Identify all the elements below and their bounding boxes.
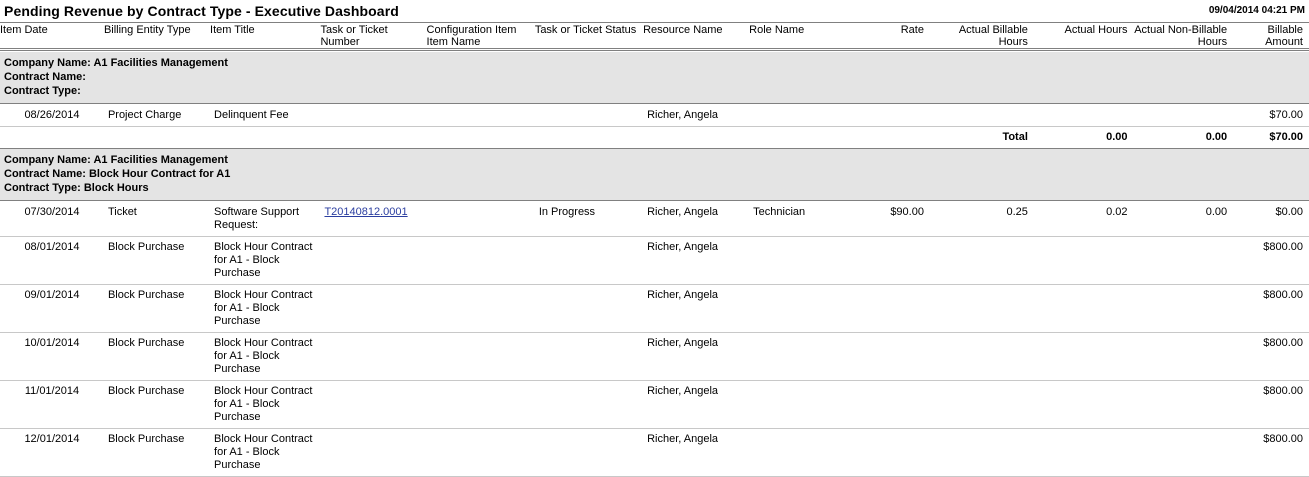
cell-resource-name: Richer, Angela bbox=[643, 381, 749, 429]
cell-billable-amount: $800.00 bbox=[1233, 285, 1309, 333]
cell-status bbox=[535, 105, 643, 127]
cell-actual-hours: 0.02 bbox=[1034, 202, 1134, 237]
cell-actual-non-billable-hours bbox=[1134, 285, 1234, 333]
col-resource-name: Resource Name bbox=[643, 24, 723, 36]
col-configuration-item-name: Configuration Item Item Name bbox=[426, 24, 517, 48]
table-row[interactable] bbox=[0, 105, 1309, 127]
cell-role-name bbox=[749, 429, 863, 477]
cell-actual-non-billable-hours bbox=[1134, 429, 1234, 477]
cell-status bbox=[535, 429, 643, 477]
cell-billable-amount: $800.00 bbox=[1233, 429, 1309, 477]
total-billable-amount: $70.00 bbox=[1233, 127, 1309, 149]
group-contract-type: Contract Type: bbox=[4, 85, 81, 97]
page-title: Pending Revenue by Contract Type - Executive Dashboard bbox=[4, 3, 399, 19]
cell-billable-amount: $70.00 bbox=[1233, 105, 1309, 127]
cell-resource-name: Richer, Angela bbox=[643, 333, 749, 381]
cell-resource-name: Richer, Angela bbox=[643, 105, 749, 127]
col-actual-non-billable-hours: Actual Non-Billable Hours bbox=[1134, 24, 1228, 48]
table-row[interactable] bbox=[0, 333, 1309, 381]
cell-item-title: Block Hour Contract for A1 - Block Purchase bbox=[210, 333, 320, 381]
cell-config-item bbox=[427, 237, 535, 285]
table-row[interactable] bbox=[0, 429, 1309, 477]
group-company-name: Company Name: A1 Facilities Management bbox=[4, 57, 228, 69]
cell-status bbox=[535, 237, 643, 285]
col-task-or-ticket-status: Task or Ticket Status bbox=[534, 24, 637, 36]
cell-actual-billable-hours bbox=[930, 333, 1034, 381]
cell-resource-name: Richer, Angela bbox=[643, 285, 749, 333]
group-contract-type: Contract Type: Block Hours bbox=[4, 182, 149, 194]
cell-rate bbox=[863, 381, 930, 429]
cell-actual-billable-hours bbox=[930, 429, 1034, 477]
table-row[interactable] bbox=[0, 285, 1309, 333]
cell-item-title: Block Hour Contract for A1 - Block Purchase bbox=[210, 429, 320, 477]
table-header bbox=[0, 23, 1309, 51]
col-item-title: Item Title bbox=[210, 24, 255, 36]
cell-item-date: 08/26/2014 bbox=[0, 105, 104, 127]
cell-task-number bbox=[320, 105, 426, 127]
cell-config-item bbox=[427, 333, 535, 381]
cell-status: In Progress bbox=[535, 202, 643, 237]
cell-role-name bbox=[749, 381, 863, 429]
col-task-or-ticket-number: Task or Ticket Number bbox=[320, 24, 388, 48]
cell-resource-name: Richer, Angela bbox=[643, 237, 749, 285]
cell-actual-non-billable-hours bbox=[1134, 381, 1234, 429]
cell-rate bbox=[863, 333, 930, 381]
cell-task-number bbox=[320, 381, 426, 429]
cell-rate bbox=[863, 237, 930, 285]
table-row[interactable] bbox=[0, 202, 1309, 237]
cell-status bbox=[535, 381, 643, 429]
cell-task-number bbox=[320, 237, 426, 285]
cell-actual-hours bbox=[1034, 105, 1134, 127]
report-timestamp: 09/04/2014 04:21 PM bbox=[1208, 5, 1305, 16]
cell-config-item bbox=[427, 105, 535, 127]
col-actual-hours: Actual Hours bbox=[1064, 24, 1128, 36]
group-company-name: Company Name: A1 Facilities Management bbox=[4, 154, 228, 166]
cell-item-title: Block Hour Contract for A1 - Block Purchase bbox=[210, 237, 320, 285]
task-number-link[interactable]: T20140812.0001 bbox=[324, 206, 408, 218]
cell-rate bbox=[863, 105, 930, 127]
cell-item-title: Delinquent Fee bbox=[210, 105, 320, 127]
cell-actual-billable-hours bbox=[930, 237, 1034, 285]
cell-role-name bbox=[749, 237, 863, 285]
cell-billing-entity-type: Block Purchase bbox=[104, 285, 210, 333]
col-role-name: Role Name bbox=[749, 24, 805, 36]
table-body bbox=[0, 51, 1309, 477]
cell-billing-entity-type: Project Charge bbox=[104, 105, 210, 127]
cell-actual-hours bbox=[1034, 381, 1134, 429]
cell-actual-billable-hours bbox=[930, 381, 1034, 429]
total-rate bbox=[863, 127, 930, 149]
report-table bbox=[0, 22, 1309, 477]
cell-actual-hours bbox=[1034, 429, 1134, 477]
cell-actual-billable-hours bbox=[930, 285, 1034, 333]
group-total-row bbox=[0, 127, 1309, 149]
cell-actual-hours bbox=[1034, 237, 1134, 285]
cell-role-name bbox=[749, 285, 863, 333]
cell-config-item bbox=[427, 429, 535, 477]
cell-item-date: 11/01/2014 bbox=[0, 381, 104, 429]
total-actual-billable-hours: 0.00 bbox=[1034, 127, 1134, 149]
cell-task-number bbox=[320, 333, 426, 381]
group-contract-name: Contract Name: Block Hour Contract for A1 bbox=[4, 168, 231, 180]
cell-actual-hours bbox=[1034, 285, 1134, 333]
cell-task-number bbox=[320, 202, 426, 237]
cell-item-title: Block Hour Contract for A1 - Block Purchase bbox=[210, 381, 320, 429]
cell-resource-name: Richer, Angela bbox=[643, 202, 749, 237]
cell-billable-amount: $800.00 bbox=[1233, 333, 1309, 381]
cell-role-name: Technician bbox=[749, 202, 863, 237]
cell-item-date: 10/01/2014 bbox=[0, 333, 104, 381]
cell-item-date: 07/30/2014 bbox=[0, 202, 104, 237]
cell-task-number bbox=[320, 285, 426, 333]
cell-rate bbox=[863, 285, 930, 333]
table-row[interactable] bbox=[0, 237, 1309, 285]
cell-config-item bbox=[427, 285, 535, 333]
cell-actual-non-billable-hours bbox=[1134, 237, 1234, 285]
col-item-date: Item Date bbox=[0, 24, 48, 36]
header-row bbox=[0, 24, 1309, 49]
group-header-1 bbox=[0, 52, 1309, 104]
col-actual-billable-hours: Actual Billable Hours bbox=[958, 24, 1028, 48]
cell-item-title: Software Support Request: bbox=[210, 202, 320, 237]
cell-actual-hours bbox=[1034, 333, 1134, 381]
total-actual-non-billable-hours: 0.00 bbox=[1134, 127, 1234, 149]
cell-status bbox=[535, 333, 643, 381]
cell-actual-billable-hours: 0.25 bbox=[930, 202, 1034, 237]
col-billing-entity-type: Billing Entity Type bbox=[103, 24, 191, 36]
cell-config-item bbox=[427, 381, 535, 429]
total-label: Total bbox=[930, 127, 1034, 149]
table-row[interactable] bbox=[0, 381, 1309, 429]
cell-billing-entity-type: Block Purchase bbox=[104, 237, 210, 285]
cell-billing-entity-type: Block Purchase bbox=[104, 381, 210, 429]
cell-item-title: Block Hour Contract for A1 - Block Purchase bbox=[210, 285, 320, 333]
cell-actual-non-billable-hours bbox=[1134, 333, 1234, 381]
col-billable-amount: Billable Amount bbox=[1265, 24, 1303, 48]
cell-role-name bbox=[749, 105, 863, 127]
cell-actual-billable-hours bbox=[930, 105, 1034, 127]
cell-role-name bbox=[749, 333, 863, 381]
cell-rate: $90.00 bbox=[863, 202, 930, 237]
cell-actual-non-billable-hours bbox=[1134, 105, 1234, 127]
cell-config-item bbox=[427, 202, 535, 237]
cell-billing-entity-type: Block Purchase bbox=[104, 429, 210, 477]
group-contract-name: Contract Name: bbox=[4, 71, 86, 83]
cell-resource-name: Richer, Angela bbox=[643, 429, 749, 477]
cell-billing-entity-type: Block Purchase bbox=[104, 333, 210, 381]
cell-billable-amount: $800.00 bbox=[1233, 381, 1309, 429]
cell-billable-amount: $800.00 bbox=[1233, 237, 1309, 285]
report-header bbox=[0, 0, 1309, 22]
cell-item-date: 12/01/2014 bbox=[0, 429, 104, 477]
cell-item-date: 09/01/2014 bbox=[0, 285, 104, 333]
cell-task-number bbox=[320, 429, 426, 477]
cell-rate bbox=[863, 429, 930, 477]
group-header-2 bbox=[0, 149, 1309, 201]
col-rate: Rate bbox=[900, 24, 924, 36]
cell-item-date: 08/01/2014 bbox=[0, 237, 104, 285]
cell-billable-amount: $0.00 bbox=[1233, 202, 1309, 237]
cell-status bbox=[535, 285, 643, 333]
cell-billing-entity-type: Ticket bbox=[104, 202, 210, 237]
cell-actual-non-billable-hours: 0.00 bbox=[1134, 202, 1234, 237]
